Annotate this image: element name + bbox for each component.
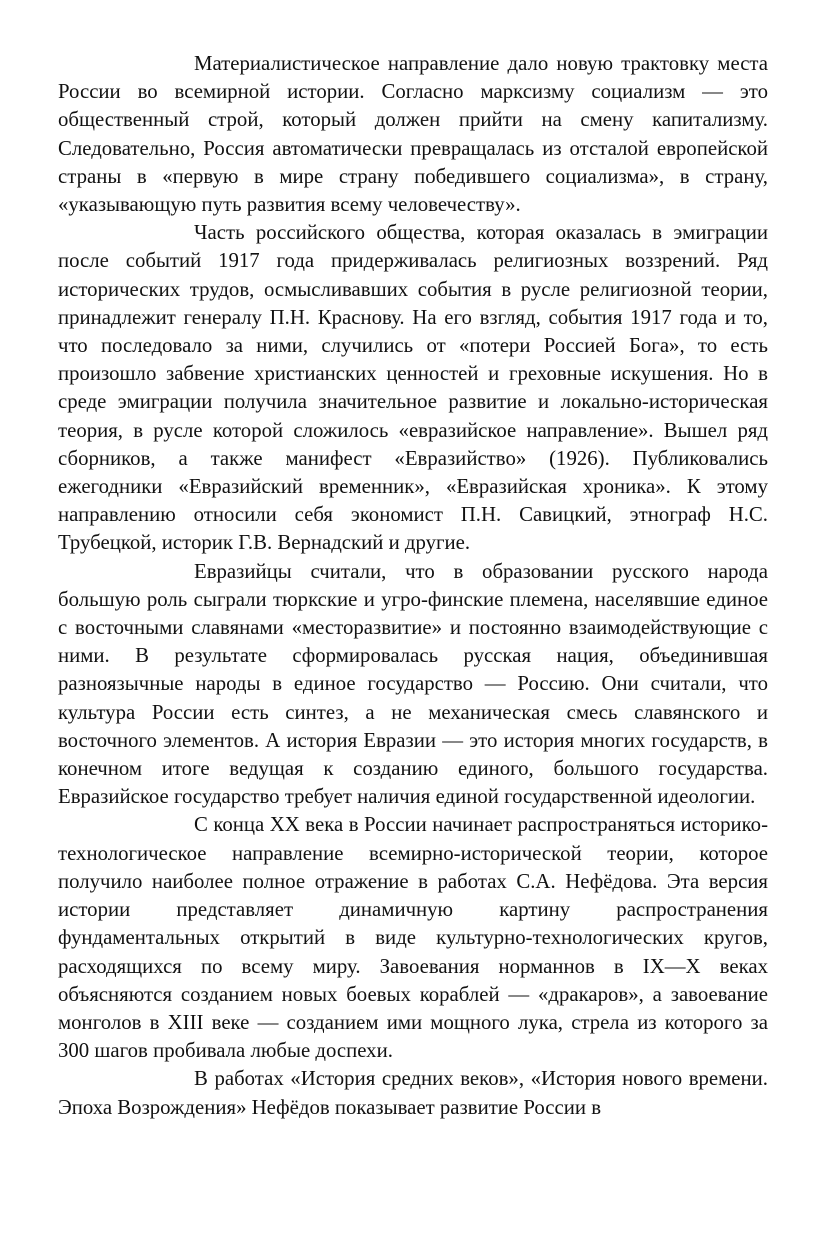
paragraph-eurasians: Евразийцы считали, что в образовании русского народа большую роль сыграли тюркские и угро-финские племена, населявшие единое с восточными славянами «месторазвитие» и постоянно взаимодействующие с ними. В результате сформировалась русская нация, объединившая разноязычные народы в единое государство — Россию. Они считали, что культура России есть синтез, а не механическая смесь славянского и восточного элементов. А история Евразии — это история многих государств, в конечном итоге ведущая к созданию единого, большого государства. Евразийское государство требует наличия единой государственной идеологии. xyxy=(58,559,768,809)
paragraph-nefedov-works: В работах «История средних веков», «История нового времени. Эпоха Возрождения» Нефёдов показывает развитие России в xyxy=(58,1067,768,1119)
paragraph-historico-technological: С конца XX века в России начинает распространяться историко-технологическое направление всемирно-исторической теории, которое получило наиболее полное отражение в работах С.А. Нефёдова. Эта версия истории представляет динамичную картину распространения фундаментальных открытий в виде культурно-технологических кругов, расходящихся по всему миру. Завоевания норманнов в IX—X веках объясняются созданием новых боевых кораблей — «дракаров», а завоевание монголов в XIII веке — созданием ими мощного лука, стрела из которого за 300 шагов пробивала любые доспехи. xyxy=(58,813,768,1063)
paragraph-emigration: Часть российского общества, которая оказалась в эмиграции после событий 1917 года придерживалась религиозных воззрений. Ряд исторических трудов, осмысливавших события в русле религиозной теории, принадлежит генералу П.Н. Краснову. На его взгляд, события 1917 года и то, что последовало за ними, случились от «потери Россией Бога», то есть произошло забвение христианских ценностей и греховные искушения. Но в среде эмиграции получила значительное развитие и локально-историческая теория, в русле которой сложилось «евразийское направление». Вышел ряд сборников, а также манифест «Евразийство» (1926). Публиковались ежегодники «Евразийский временник», «Евразийская хроника». К этому направлению относили себя экономист П.Н. Савицкий, этнограф Н.С. Трубецкой, историк Г.В. Вернадский и другие. xyxy=(58,221,768,555)
paragraph-materialist: Материалистическое направление дало новую трактовку места России во всемирной истории. Согласно марксизму социализм — это общественный строй, который должен прийти на смену капитализму. Следовательно, Россия автоматически превращалась из отсталой европейской страны в «первую в мире страну победившего социализма», в страну, «указывающую путь развития всему человечеству». xyxy=(58,52,768,217)
document-page xyxy=(58,50,768,1122)
